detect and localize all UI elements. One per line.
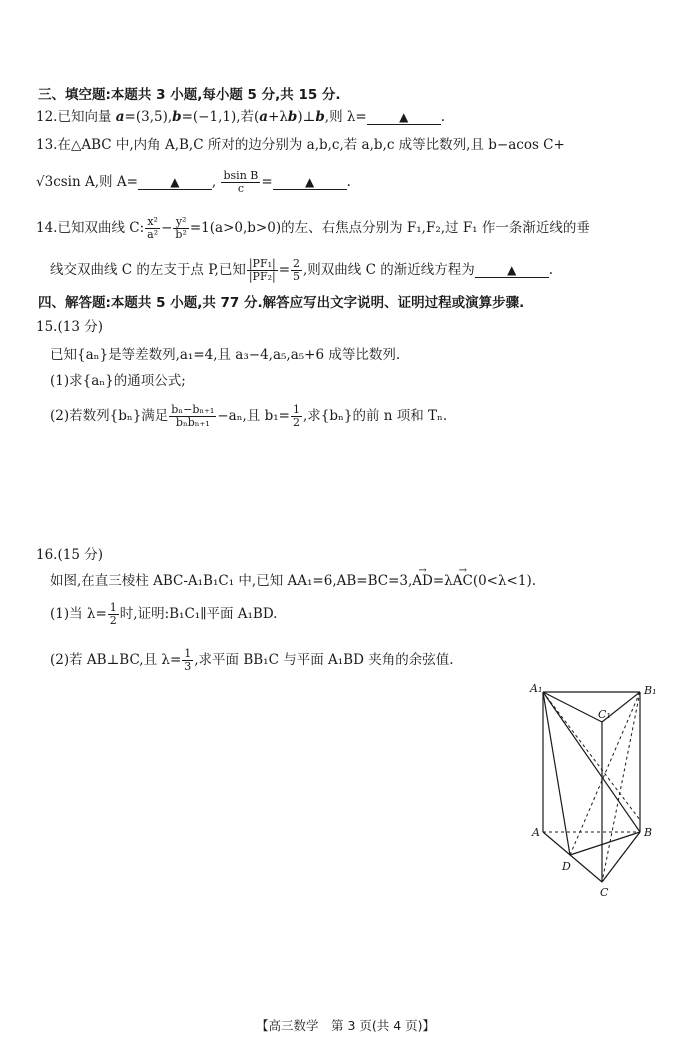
label-c: C <box>600 886 609 899</box>
question-15-part2: (2)若数列{bₙ}满足 $\frac{\text{bₙ−bₙ₊₁}}{\text{bₙbₙ₊₁}}$ −aₙ,且 b₁= $\frac{1}{2}$ ,求{bₙ}的前 n 项和 Tₙ. <box>50 403 448 429</box>
label-c1: C₁ <box>598 708 611 721</box>
fraction: $\frac{1}{3}$ <box>184 647 192 673</box>
label-b: B <box>644 826 653 839</box>
triangle-icon: ▲ <box>305 175 315 189</box>
answer-blank[interactable] <box>273 175 347 190</box>
label-d: D <box>562 860 571 873</box>
vector-ad: → AD <box>412 572 433 590</box>
segment-a1-dashed <box>543 692 640 820</box>
question-16-stem: 如图,在直三棱柱 ABC-A₁B₁C₁ 中,已知 AA₁=6,AB=BC=3,→ AD=λ→ AC(0<λ<1). <box>50 572 536 590</box>
question-16-part2: (2)若 AB⊥BC,且 λ= $\frac{1}{3}$ ,求平面 BB₁C 与平面 A₁BD 夹角的余弦值. <box>50 647 454 673</box>
question-15-part1: (1)求{aₙ}的通项公式; <box>50 373 186 389</box>
question-13-line2: √3csin A,则 A= ▲ , $\frac{\text{bsin B}}{c}$ = ▲ . <box>36 169 351 195</box>
edge-ac <box>543 832 602 882</box>
answer-blank[interactable] <box>138 175 212 190</box>
answer-blank[interactable] <box>475 263 549 278</box>
prism-figure <box>520 680 670 900</box>
fraction: $\frac{1}{2}$ <box>293 403 300 429</box>
label-b1: B₁ <box>644 684 657 697</box>
segment-a1b <box>543 692 640 832</box>
triangle-icon: ▲ <box>170 175 180 189</box>
question-12: 12.已知向量 a=(3,5),b=(−1,1),若(a+λb)⊥b,则 λ= ▲ . <box>36 109 446 125</box>
label-a1: A₁ <box>530 682 543 695</box>
edge-a1c1 <box>543 692 602 722</box>
fraction: $\frac{\text{x²}}{\text{a²}}$ <box>147 215 159 241</box>
section3-title: 三、填空题:本题共 3 小题,每小题 5 分,共 15 分. <box>38 87 341 103</box>
question-13-line1: 13.在△ABC 中,内角 A,B,C 所对的边分别为 a,b,c,若 a,b,c 成等比数列,且 b−acos C+ <box>36 137 565 153</box>
fraction: $\frac{\text{y²}}{\text{b²}}$ <box>175 215 187 241</box>
segment-a1d <box>543 692 570 855</box>
fraction: $\frac{\text{|PF₁|}}{\text{|PF₂|}}$ <box>248 257 276 283</box>
question-14-line1: 14.已知双曲线 C: $\frac{\text{x²}}{\text{a²}}$ − $\frac{\text{y²}}{\text{b²}}$ =1(a>0,b>0)的左、右焦点分别为 F₁,F₂,过 F₁ 作一条渐近线的垂 <box>36 215 590 241</box>
triangle-icon: ▲ <box>399 110 409 124</box>
fraction: $\frac{2}{5}$ <box>293 257 301 283</box>
page-footer: 【高三数学 第 3 页(共 4 页)】 <box>255 1018 436 1033</box>
section4-title: 四、解答题:本题共 5 小题,共 77 分.解答应写出文字说明、证明过程或演算步骤. <box>38 295 525 311</box>
fraction: $\frac{\text{bₙ−bₙ₊₁}}{\text{bₙbₙ₊₁}}$ <box>171 403 215 429</box>
label-a: A <box>532 826 540 839</box>
vector-ac: → AC <box>453 572 473 590</box>
fraction: $\frac{1}{2}$ <box>109 601 117 627</box>
question-14-line2: 线交双曲线 C 的左支于点 P,已知 $\frac{\text{|PF₁|}}{\text{|PF₂|}}$ = $\frac{2}{5}$ ,则双曲线 C 的渐近线方程为 ▲ . <box>50 257 554 283</box>
question-15-stem: 已知{aₙ}是等差数列,a₁=4,且 a₃−4,a₅,a₅+6 成等比数列. <box>50 347 401 363</box>
question-16-head: 16.(15 分) <box>36 547 103 563</box>
answer-blank[interactable] <box>367 110 441 125</box>
segment-db <box>570 832 640 855</box>
triangle-icon: ▲ <box>507 263 517 277</box>
question-16-part1: (1)当 λ= $\frac{1}{2}$ 时,证明:B₁C₁∥平面 A₁BD. <box>50 601 278 627</box>
fraction: $\frac{\text{bsin B}}{c}$ <box>223 169 259 195</box>
question-15-head: 15.(13 分) <box>36 319 103 335</box>
